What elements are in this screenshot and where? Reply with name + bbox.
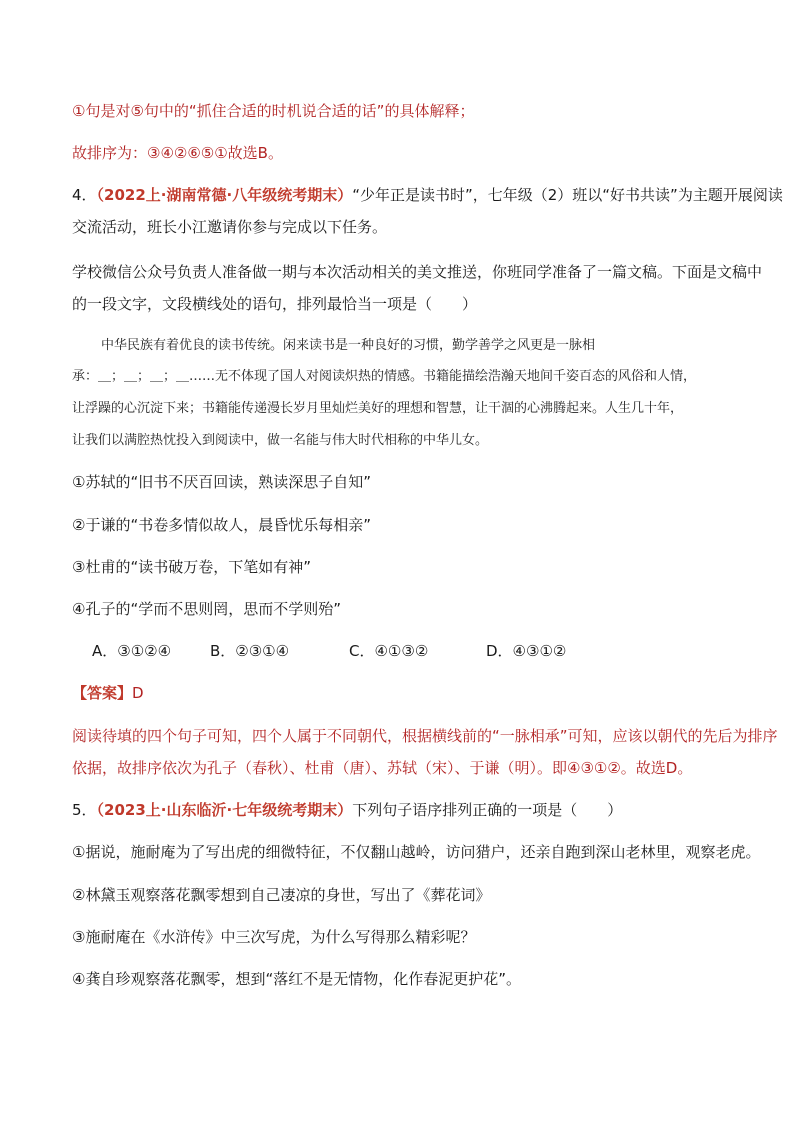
item-2: ②于谦的“书卷多情似故人，晨昏忧乐每相亲”: [72, 516, 371, 534]
question-number: 4．: [72, 186, 97, 204]
task-line-2: 的一段文字，文段横线处的语句，排列最恰当一项是（ ）: [72, 295, 478, 313]
answer-explanation-line-2: 依据，故排序依次为孔子（春秋）、杜甫（唐）、苏轼（宋）、于谦（明）。即④③①②。故选D。: [72, 759, 693, 777]
question-4-continuation: 交流活动，班长小江邀请你参与完成以下任务。: [72, 218, 388, 236]
question-source: （2022上·湖南常德·八年级统考期末）: [96, 186, 353, 204]
q5-sentence-2: ②林黛玉观察落花飘零想到自己凄凉的身世，写出了《葬花词》: [72, 886, 491, 904]
item-3: ③杜甫的“读书破万卷，下笔如有神”: [72, 558, 311, 576]
explanation-line-1: ①句是对⑤句中的“抓住合适的时机说合适的话”的具体解释；: [72, 102, 475, 120]
q5-sentence-3: ③施耐庵在《水浒传》中三次写虎，为什么写得那么精彩呢？: [72, 928, 476, 946]
task-line-1: 学校微信公众号负责人准备做一期与本次活动相关的美文推送，你班同学准备了一篇文稿。下面是文稿中: [72, 263, 763, 281]
option-a[interactable]: A．③①②④: [92, 642, 172, 660]
q5-sentence-1: ①据说，施耐庵为了写出虎的细微特征，不仅翻山越岭，访问猎户，还亲自跑到深山老林里，观察老虎。: [72, 843, 761, 861]
passage-line-2: 承：＿；＿；＿；＿……无不体现了国人对阅读炽热的情感。书籍能描绘浩瀚天地间千姿百态的风俗和人情，: [72, 369, 697, 384]
passage-line-3: 让浮躁的心沉淀下来；书籍能传递漫长岁月里灿烂美好的理想和智慧，让干涸的心沸腾起来。人生几十年，: [72, 401, 684, 416]
answer-label: 【答案】: [72, 684, 133, 702]
passage-line-1: 中华民族有着优良的读书传统。闲来读书是一种良好的习惯，勤学善学之风更是一脉相: [101, 338, 596, 353]
item-4: ④孔子的“学而不思则罔，思而不学则殆”: [72, 600, 341, 618]
question-4-header: [72, 188, 783, 203]
explanation-line-2: 故排序为：③④②⑥⑤①故选B。: [72, 144, 283, 162]
answer-line: [72, 686, 144, 701]
question-text: “少年正是读书时”，七年级（2）班以“好书共读”为主题开展阅读: [352, 186, 783, 204]
question-source: （2023上·山东临沂·七年级统考期末）: [96, 801, 353, 819]
answer-value: D: [132, 684, 144, 702]
option-b[interactable]: B．②③①④: [210, 642, 290, 660]
passage-line-4: 让我们以满腔热忱投入到阅读中，做一名能与伟大时代相称的中华儿女。: [72, 433, 489, 448]
option-d[interactable]: D．④③①②: [486, 642, 567, 660]
question-number: 5．: [72, 801, 97, 819]
option-c[interactable]: C．④①③②: [349, 642, 429, 660]
question-5-header: [72, 803, 622, 818]
question-text: 下列句子语序排列正确的一项是（ ）: [352, 801, 623, 819]
item-1: ①苏轼的“旧书不厌百回读，熟读深思子自知”: [72, 473, 371, 491]
answer-explanation-line-1: 阅读待填的四个句子可知，四个人属于不同朝代，根据横线前的“一脉相承”可知，应该以朝代的先后为排序: [72, 727, 778, 745]
q5-sentence-4: ④龚自珍观察落花飘零，想到“落红不是无情物，化作春泥更护花”。: [72, 970, 521, 988]
